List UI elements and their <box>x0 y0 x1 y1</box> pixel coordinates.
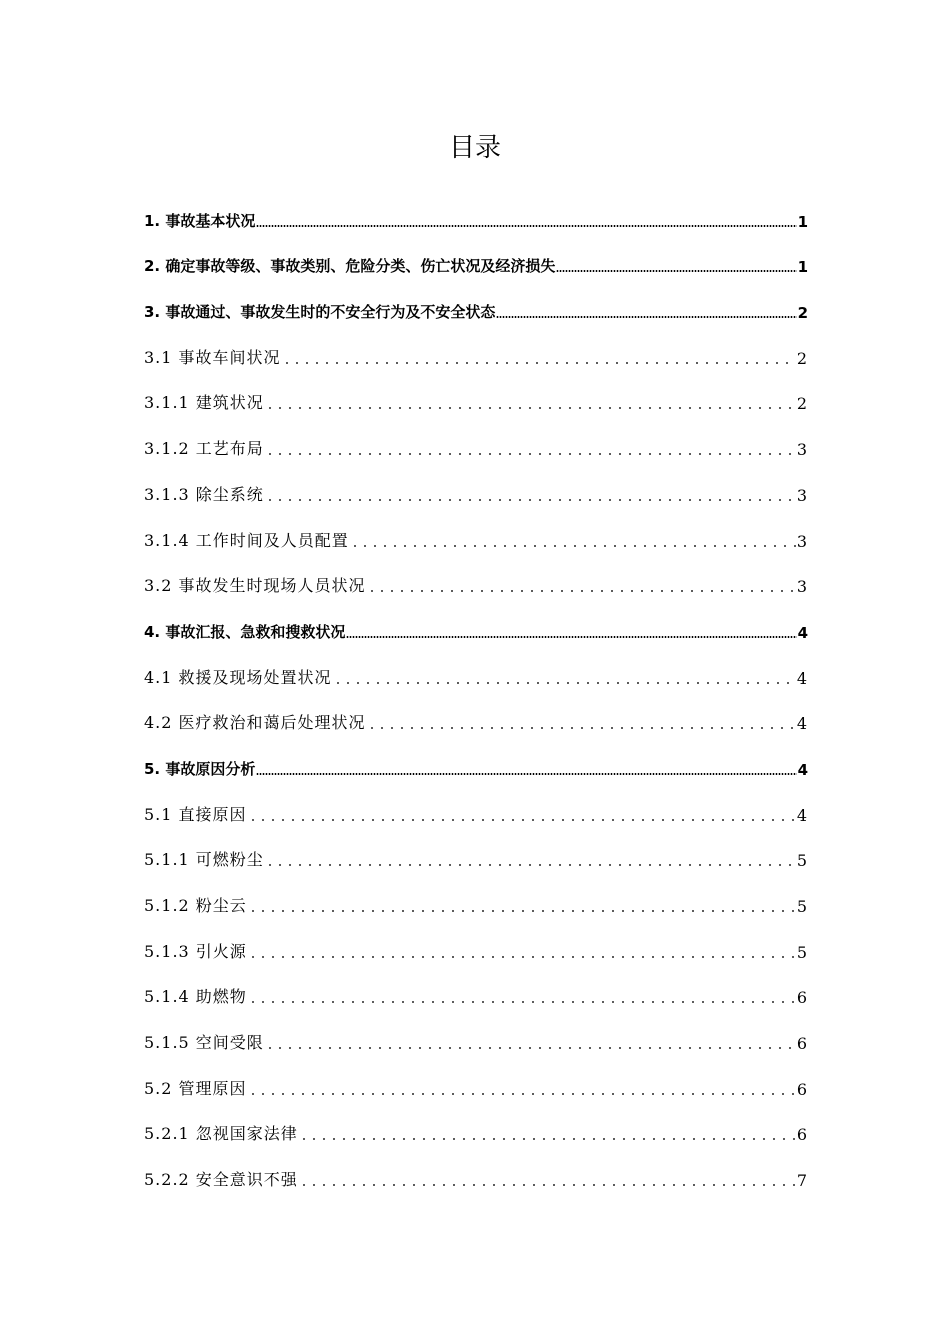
toc-list <box>144 195 808 1200</box>
toc-page-number: 2 <box>797 304 808 323</box>
toc-page-number: 4 <box>796 805 808 825</box>
toc-entry-label: 3.1.2 工艺布局 <box>144 439 264 459</box>
toc-page-number: 1 <box>797 258 808 277</box>
toc-entry[interactable] <box>144 561 808 607</box>
toc-dot-leader <box>265 453 796 455</box>
toc-dot-leader <box>248 956 796 958</box>
toc-entry[interactable] <box>144 789 808 835</box>
toc-entry[interactable] <box>144 1109 808 1155</box>
toc-page-number: 5 <box>796 851 808 871</box>
toc-entry-label: 3.1.1 建筑状况 <box>144 393 264 413</box>
toc-entry-label: 5.1 直接原因 <box>144 804 247 824</box>
toc-entry[interactable] <box>144 286 808 332</box>
toc-entry[interactable] <box>144 926 808 972</box>
toc-entry[interactable] <box>144 515 808 561</box>
toc-dot-leader <box>248 1001 796 1003</box>
toc-entry-label: 1. 事故基本状况 <box>144 211 256 230</box>
toc-dot-leader <box>265 864 796 866</box>
toc-dot-leader <box>282 362 796 364</box>
toc-entry[interactable] <box>144 241 808 287</box>
toc-entry[interactable] <box>144 880 808 926</box>
toc-entry[interactable] <box>144 698 808 744</box>
toc-entry-label: 5.1.3 引火源 <box>144 941 247 961</box>
toc-entry-label: 5.2 管理原因 <box>144 1078 247 1098</box>
toc-dot-leader <box>256 225 796 227</box>
toc-dot-leader <box>248 819 796 821</box>
toc-page-number: 6 <box>796 1079 808 1099</box>
toc-page-number: 7 <box>796 1171 808 1191</box>
toc-dot-leader <box>367 590 796 592</box>
toc-entry[interactable] <box>144 423 808 469</box>
toc-entry[interactable] <box>144 606 808 652</box>
toc-page-number: 5 <box>796 897 808 916</box>
toc-entry[interactable] <box>144 835 808 881</box>
toc-entry[interactable] <box>144 195 808 241</box>
toc-dot-leader <box>333 682 796 684</box>
toc-dot-leader <box>299 1138 796 1140</box>
toc-entry[interactable] <box>144 652 808 698</box>
toc-entry[interactable] <box>144 1063 808 1109</box>
toc-dot-leader <box>256 773 796 775</box>
toc-page-number: 2 <box>796 348 808 368</box>
toc-dot-leader <box>265 499 796 501</box>
toc-page-number: 6 <box>796 988 808 1008</box>
toc-entry[interactable] <box>144 743 808 789</box>
toc-entry[interactable] <box>144 378 808 424</box>
toc-dot-leader <box>248 910 796 912</box>
toc-entry-label: 3. 事故通过、事故发生时的不安全行为及不安全状态 <box>144 303 496 322</box>
toc-dot-leader <box>556 270 796 272</box>
toc-title: 目录 <box>448 133 501 163</box>
toc-page-number: 2 <box>796 394 808 414</box>
toc-page-number: 3 <box>796 485 808 505</box>
toc-entry-label: 5. 事故原因分析 <box>144 759 256 778</box>
toc-page-number: 6 <box>796 1034 808 1054</box>
toc-entry-label: 3.1 事故车间状况 <box>144 347 281 367</box>
toc-dot-leader <box>496 316 796 318</box>
toc-entry[interactable] <box>144 1017 808 1063</box>
toc-entry-label: 3.1.4 工作时间及人员配置 <box>144 530 349 550</box>
toc-entry-label: 3.1.3 除尘系统 <box>144 484 264 504</box>
toc-dot-leader <box>299 1184 796 1186</box>
toc-entry-label: 5.2.2 安全意识不强 <box>144 1170 298 1190</box>
toc-dot-leader <box>265 1047 796 1049</box>
toc-dot-leader <box>367 727 796 729</box>
toc-page-number: 5 <box>796 942 808 962</box>
toc-entry-label: 5.2.1 忽视国家法律 <box>144 1124 298 1144</box>
toc-page-number: 3 <box>796 531 808 551</box>
toc-entry-label: 5.1.5 空间受限 <box>144 1033 264 1053</box>
toc-page-number: 3 <box>796 577 808 597</box>
toc-entry-label: 5.1.2 粉尘云 <box>144 896 247 915</box>
toc-page-number: 4 <box>796 668 808 688</box>
toc-entry-label: 4.2 医疗救治和蔼后处理状况 <box>144 713 366 733</box>
toc-entry-label: 2. 确定事故等级、事故类别、危险分类、伤亡状况及经济损失 <box>144 257 556 276</box>
toc-entry[interactable] <box>144 1154 808 1200</box>
toc-dot-leader <box>248 1093 796 1095</box>
toc-dot-leader <box>346 636 796 638</box>
toc-entry-label: 5.1.1 可燃粉尘 <box>144 850 264 870</box>
toc-page-number: 3 <box>796 440 808 460</box>
toc-entry[interactable] <box>144 972 808 1018</box>
toc-entry[interactable] <box>144 332 808 378</box>
toc-page-number: 4 <box>797 760 808 779</box>
toc-entry-label: 5.1.4 助燃物 <box>144 987 247 1007</box>
toc-page-number: 4 <box>796 714 808 734</box>
toc-entry-label: 3.2 事故发生时现场人员状况 <box>144 576 366 596</box>
toc-entry[interactable] <box>144 469 808 515</box>
toc-entry-label: 4. 事故汇报、急救和搜救状况 <box>144 622 346 641</box>
toc-dot-leader <box>350 545 796 547</box>
toc-entry-label: 4.1 救援及现场处置状况 <box>144 667 332 687</box>
toc-page-number: 1 <box>797 212 808 231</box>
toc-page-number: 6 <box>796 1125 808 1145</box>
toc-dot-leader <box>265 407 796 409</box>
toc-page-number: 4 <box>797 623 808 642</box>
